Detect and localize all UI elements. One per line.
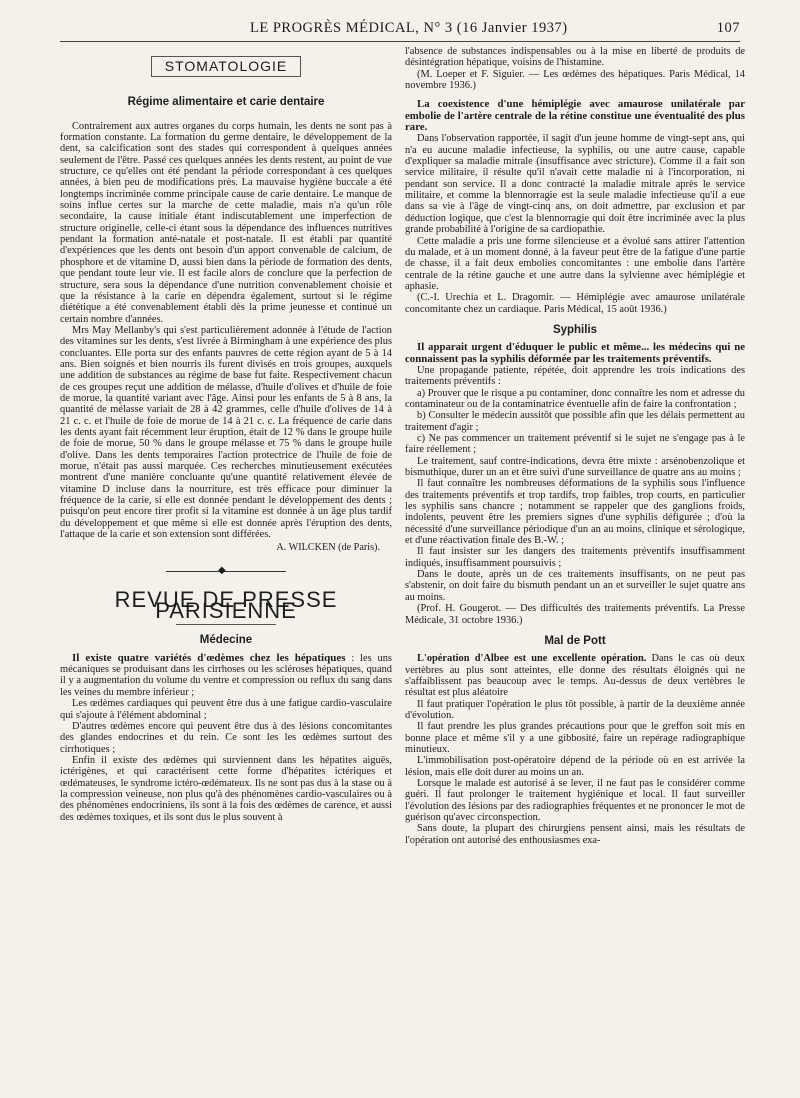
reference: (M. Loeper et F. Siguier. — Les œdèmes des hépatiques. Paris Médical, 14 novembre 1936.): [405, 68, 745, 92]
paragraph: Le traitement, sauf contre-indications, devra être mixte : arsénobenzolique et bismuthique, durer un an et être suivi d'une surveillance de quatre ans au moins ;: [405, 455, 745, 479]
paragraph: Sans doute, la plupart des chirurgiens pensent ainsi, mais les résultats de l'opération ont autorisé des enthousiasmes exa-: [405, 823, 745, 846]
paragraph: D'autres œdèmes encore qui peuvent être dus à des lésions concomitantes des glandes endocrines et du rein. Ce sont les les œdèmes surtout des cirrhotiques ;: [60, 720, 392, 755]
journal-title: LE PROGRÈS MÉDICAL, N° 3 (16 Janvier 1937): [250, 20, 568, 36]
paragraph: Il faut prendre les plus grandes précautions pour que le greffon soit mis en bonne place et même s'il y a une gibbosité, faire un repérage radiographique minutieux.: [405, 721, 745, 755]
page-number: 107: [716, 20, 740, 36]
paragraph: Enfin il existe des œdèmes qui surviennent dans les hépatites aiguës, ictérigènes, et qui caractérisent cette forme d'hépatites ictériques et œdémateuses, le syndrome ictéro-œdémateux. Ils ne sont pas dus à la stase ou à la compression veineuse, non plus qu'à des phénomènes cardio-vasculaires ou à des phénomènes endocriniens, ils sont à la fois des œdèmes de carence, et aussi des œdèmes toxiques, et ils sont dus le plus souvent à: [60, 754, 392, 823]
body-text: : les uns mécaniques se produisant dans les cirrhoses ou les scléroses hépatiques, quand il y a augmentation du volume du ventre et compression ou reflux du sang dans les veines du membre inférieur ;: [60, 652, 392, 698]
lead-text: L'opération d'Albee est une excellente opération.: [417, 653, 647, 665]
paragraph: Il faut connaître les nombreuses déformations de la syphilis sous l'influence des traitements préventifs et trop tardifs, trop faibles, trop courts, en particulier les syphilis sans chancre ; notamment se rappeler que des ganglions froids, indolents, peuvent être les premiers signes d'une syphilis défigurée ; d'où la nécessité d'une surveillance périodique d'un an au moins, clinique et sérologique, et d'une réactivation finale des B.-W. ;: [405, 478, 745, 547]
paragraph: a) Prouver que le risque a pu contaminer, donc connaître les nom et adresse du contaminateur ou de la contaminatrice éventuelle afin de faire la confrontation ;: [405, 387, 745, 410]
paragraph: b) Consulter le médecin aussitôt que possible afin que les délais permettent au traitement d'agir ;: [405, 410, 745, 433]
ornament-glyph-icon: ◆: [218, 564, 226, 576]
syphilis-title: Syphilis: [552, 323, 598, 336]
paragraph: L'immobilisation post-opératoire dépend de la période où en est arrivée la lésion, mais elle doit durer au moins un an.: [405, 755, 745, 778]
right-column: [405, 46, 745, 846]
ornament-divider: [166, 566, 286, 578]
medecine-title: Médecine: [199, 634, 253, 647]
paragraph: Dans l'observation rapportée, il sagit d'un jeune homme de vingt-sept ans, qui n'a eu aucune maladie infectieuse, la syphilis, ou une autre cause, capable d'expliquer sa maladie mitrale (insuffisance avec stricture). Comme il a fait son service militaire, il résulte qu'il n'avait cette maladie ni à l'incorporation, ni pendant son service. Il a donc contracté la maladie mitrale après le service militaire, et comme la blennorragie est la seule maladie infectieuse qu'il a eue dans sa vie à l'âge de vingt-cinq ans, on doit admettre, par exclusion et par déduction logique, que c'est la blennorragie qui doit être incriminée avec la plus grande probabilité à l'origine de sa cardiopathie.: [405, 133, 745, 236]
reference: (Prof. H. Gougerot. — Des difficultés des traitements préventifs. La Presse Médicale, 31 octobre 1936.): [405, 603, 745, 626]
paragraph: [60, 653, 392, 698]
signature: A. WILCKEN (de Paris).: [276, 542, 380, 554]
paragraph: Mrs May Mellanby's qui s'est particulièrement adonnée à l'étude de l'action des vitamines sur les dents, s'est livrée à Birmingham à une expérience des plus concluantes. Elle porta sur des enfants pauvres de cette région ayant de 5 à 14 ans. Bien soignés et bien nourris ils furent divisés en trois groupes, auxquels une addition de substances au régime de base fut faite. Respectivement chacun de ces groupes reçut une addition de mélasse, d'huile d'olives et d'huile de foie de morue, la quantité variant avec l'âge. Ainsi pour les enfants de 5 à 8 ans, la quantité de mélasse variait de 28 à 42 grammes, celle d'huile d'olives de 14 à 21 c. c. et l'huile de foie de morue de 14 à 21 c. c. La fréquence de carie dans les dents ayant fait récemment leur éruption, était de 12 % dans le groupe huile de foie de morue, 50 % dans le groupe mélasse et 75 % dans le groupe huile d'olive. Dans les dents temporaires l'action protectrice de l'huile de foie de morue, n'était pas aussi marquée. Ces recherches minutieusement exécutées montrent d'une manière concluante qu'une quantité relativement élevée de vitamine D incluse dans la nourriture, est très efficace pour diminuer la fréquence de la carie, si elle est donnée pendant le développement des dents ; puisqu'on peut encore tirer profit si la vitamine est donnée à un âge plus tardif du développement et que même si elle est donnée après l'éruption des dents, l'attaque de la carie et son extension sont différées.: [60, 324, 392, 541]
paragraph: l'absence de substances indispensables ou à la mise en liberté de produits de désintégration hépatique, voisins de l'histamine.: [405, 46, 745, 69]
reference: (C.-I. Urechia et L. Dragomir. — Hémiplégie avec amaurose unilatérale concomitante chez un cardiaque. Paris Médical, 15 août 1936.): [405, 292, 745, 315]
paragraph: Il faut insister sur les dangers des traitements préventifs insuffisamment indiqués, insuffisamment poursuivis ;: [405, 546, 745, 569]
article-title-regime: Régime alimentaire et carie dentaire: [127, 96, 325, 109]
paragraph: Contrairement aux autres organes du corps humain, les dents ne sont pas à formation constante. La formation du germe dentaire, le développement de la dent, sa calcification sont des stades qui correspondent à quelques années seulement de l'être. Passé ces quelques années les dents restent, au point de vue structure, ce qu'elles ont été pendant la période correspondant à ces quelques années, à bien peu de modifications près. La mauvaise hygiène buccale a été longtemps incriminée comme principale cause de carie dentaire. Le manque de soins influe certes sur la marche de cette maladie, mais n'a qu'un rôle secondaire, la cause initiale étant indiscutablement une imperfection de structure originelle, celle-ci étant sous la dépendance des influences nutritives pendant la formation anté-natale et post-natale. Il est établi par quantité d'expériences que les dents ont besoin d'un apport convenable de calcium, de phosphore et de vitamine D, aussi bien dans la période de formation des dents, que pendant toute leur vie. Il est facile alors de conclure que la perfection de structure, sera sous la dépendance d'une nutrition convenablement choisie et que la résistance à la carie en dépendra également, surtout si le régime diététique a été convenablement établi dès la prime jeunesse et continué un certain nombre d'années.: [60, 120, 392, 325]
paragraph: Une propagande patiente, répétée, doit apprendre les trois indications des traitements préventifs :: [405, 364, 745, 388]
lead-text: Il existe quatre variétés d'œdèmes chez les hépatiques: [72, 651, 346, 664]
header-rule: [60, 41, 740, 42]
lead-paragraph: Il apparait urgent d'éduquer le public et même... les médecins qui ne connaissent pas la syphilis déformée par les traitements préventifs.: [405, 341, 745, 365]
paragraph: Les œdèmes cardiaques qui peuvent être dus à une fatigue cardio-vasculaire qui s'ajoute à l'élément abdominal ;: [60, 698, 392, 721]
ornament-line: [166, 571, 286, 572]
paragraph: Cette maladie a pris une forme silencieuse et a évolué sans attirer l'attention du malade, et à un moment donné, à la faveur peut être de la fatigue d'une partie de chasse, il a fait deux embolies concomitantes : une embolie dans l'artère centrale de la rétine gauche et une autre dans la sylvienne avec hémiplégie et aphasie.: [405, 235, 745, 292]
section-title-stomatologie: STOMATOLOGIE: [151, 56, 301, 77]
paragraph: Lorsque le malade est autorisé à se lever, il ne faut pas le considérer comme guéri. Il faut prolonger le traitement hygiénique et local. Il faut surveiller l'évolution des lésions par des radiographies fréquentes et ne prononcer le mot de guérison qu'avec circonspection.: [405, 777, 745, 823]
short-rule: [176, 624, 276, 625]
paragraph: Dans le doute, après un de ces traitements insuffisants, on ne peut pas s'abstenir, on doit faire du bismuth pendant un an et surveiller le sujet quatre ans au moins.: [405, 569, 745, 603]
page-header: [60, 16, 740, 40]
lead-paragraph: La coexistence d'une hémiplégie avec amaurose unilatérale par embolie de l'artère centrale de la rétine constitue une éventualité des plus rare.: [405, 98, 745, 134]
pott-title: Mal de Pott: [544, 634, 606, 647]
paragraph: Il faut pratiquer l'opération le plus tôt possible, à partir de la deuxième année d'évolution.: [405, 698, 745, 721]
paragraph: [405, 653, 745, 698]
body-text: Dans le cas où deux vertèbres au plus sont atteintes, elle donne des résultats éloignés qui ne s'affaiblissent pas beaucoup avec le temps. Au-dessus de deux vertèbres le résultat est plus aléatoire: [405, 653, 745, 699]
paragraph: c) Ne pas commencer un traitement préventif si le sujet ne s'engage pas à le faire réellement ;: [405, 433, 745, 456]
review-title: REVUE DE PRESSE PARISIENNE: [114, 586, 338, 624]
left-column: [60, 46, 392, 823]
